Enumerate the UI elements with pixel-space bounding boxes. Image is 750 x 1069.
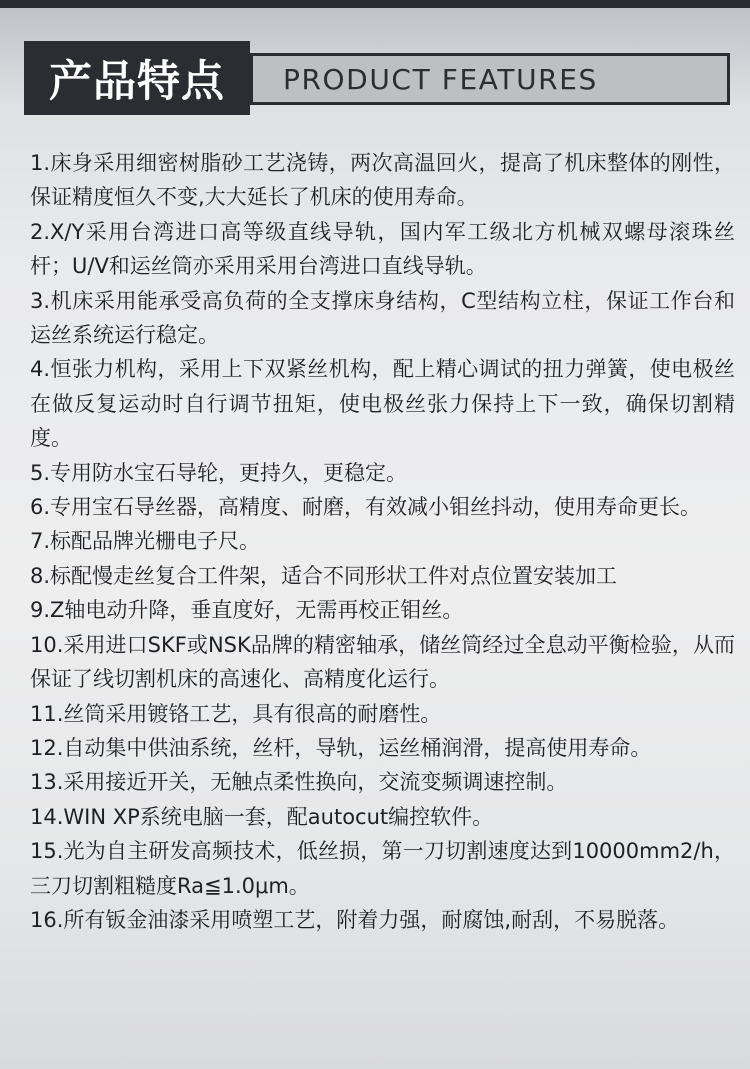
feature-item-12: 12.自动集中供油系统，丝杆，导轨，运丝桶润滑，提高使用寿命。 (30, 735, 652, 760)
section-title-en: PRODUCT FEATURES (283, 62, 598, 96)
feature-item-8: 8.标配慢走丝复合工件架，适合不同形状工件对点位置安装加工 (30, 563, 618, 588)
feature-item-3: 3.机床采用能承受高负荷的全支撑床身结构，C型结构立柱，保证工作台和运丝系统运行稳定。 (30, 288, 735, 348)
feature-item-11: 11.丝筒采用镀铬工艺，具有很高的耐磨性。 (30, 701, 442, 726)
title-en-box (250, 53, 730, 105)
feature-item-9: 9.Z轴电动升降，垂直度好，无需再校正钼丝。 (30, 598, 464, 623)
feature-item-14: 14.WIN XP系统电脑一套，配autocut编控软件。 (30, 804, 494, 829)
feature-item-15: 15.光为自主研发高频技术，低丝损，第一刀切割速度达到10000mm2/h，三刀切割粗糙度Ra≦1.0μm。 (30, 839, 735, 898)
section-header (24, 41, 730, 115)
title-cn-box (24, 41, 250, 115)
section-title-cn: 产品特点 (49, 56, 225, 107)
feature-item-16: 16.所有钣金油漆采用喷塑工艺，附着力强，耐腐蚀,耐刮，不易脱落。 (30, 907, 680, 932)
feature-item-7: 7.标配品牌光栅电子尺。 (30, 529, 261, 554)
feature-item-10: 10.采用进口SKF或NSK品牌的精密轴承，储丝筒经过全息动平衡检验，从而保证了线切割机床的高速化、高精度化运行。 (30, 632, 735, 692)
feature-item-13: 13.采用接近开关，无触点柔性换向，交流变频调速控制。 (30, 770, 568, 795)
feature-item-2: 2.X/Y采用台湾进口高等级直线导轨，国内军工级北方机械双螺母滚珠丝杆；U/V和运丝筒亦采用采用台湾进口直线导轨。 (30, 219, 735, 279)
top-border-strip (0, 0, 750, 8)
feature-item-5: 5.专用防水宝石导轮，更持久，更稳定。 (30, 460, 408, 485)
feature-item-1: 1.床身采用细密树脂砂工艺浇铸，两次高温回火，提高了机床整体的刚性，保证精度恒久不变,大大延长了机床的使用寿命。 (30, 151, 735, 210)
feature-list (30, 146, 735, 937)
feature-item-4: 4.恒张力机构，采用上下双紧丝机构，配上精心调试的扭力弹簧，使电极丝在做反复运动时自行调节扭矩，使电极丝张力保持上下一致，确保切割精度。 (30, 357, 735, 451)
feature-item-6: 6.专用宝石导丝器，高精度、耐磨，有效减小钼丝抖动，使用寿命更长。 (30, 495, 702, 520)
